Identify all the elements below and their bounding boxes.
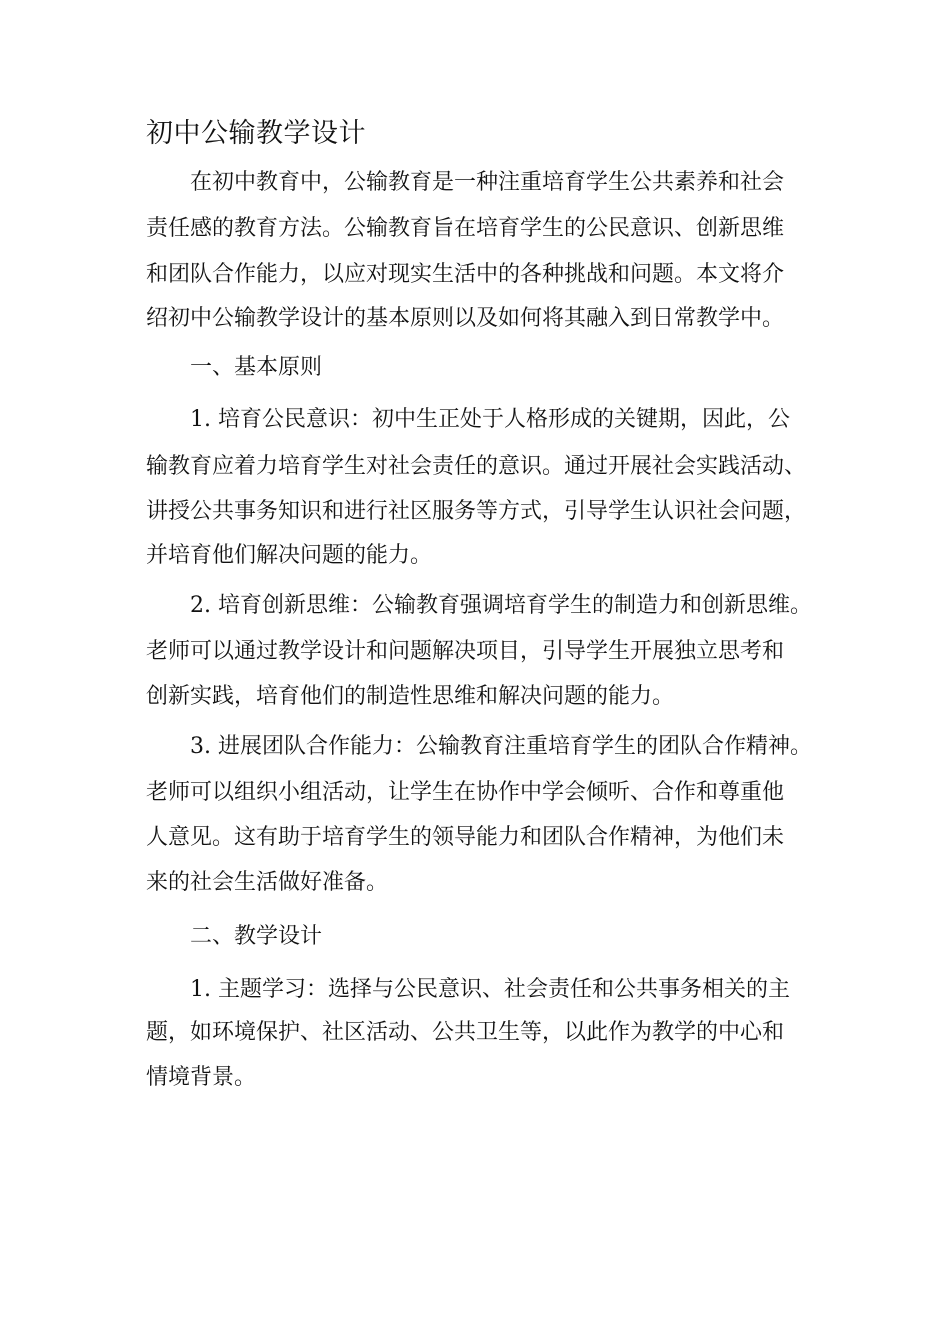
- s2-item1-line-3: 情境背景。: [146, 1065, 257, 1090]
- document-title: 初中公输教学设计: [146, 118, 366, 149]
- section2-heading: 二、教学设计: [190, 924, 323, 949]
- s2-item1-line-1: 1. 主题学习：选择与公民意识、社会责任和公共事务相关的主: [190, 977, 790, 1002]
- s1-item1-line-3: 讲授公共事务知识和进行社区服务等方式，引导学生认识社会问题，: [146, 499, 807, 524]
- s1-item1-line-1: 1. 培育公民意识：初中生正处于人格形成的关键期，因此，公: [190, 407, 790, 432]
- s1-item3-line-2: 老师可以组织小组活动，让学生在协作中学会倾听、合作和尊重他: [146, 780, 785, 805]
- s1-item2-line-1: 2. 培育创新思维：公输教育强调培育学生的制造力和创新思维。: [190, 593, 812, 618]
- s1-item1-line-2: 输教育应着力培育学生对社会责任的意识。通过开展社会实践活动、: [146, 454, 807, 479]
- section1-heading: 一、基本原则: [190, 355, 323, 380]
- s1-item1-line-4: 并培育他们解决问题的能力。: [146, 543, 433, 568]
- s1-item2-line-3: 创新实践，培育他们的制造性思维和解决问题的能力。: [146, 684, 675, 709]
- intro-line-4: 绍初中公输教学设计的基本原则以及如何将其融入到日常教学中。: [146, 306, 785, 331]
- intro-line-3: 和团队合作能力，以应对现实生活中的各种挑战和问题。本文将介: [146, 262, 785, 287]
- intro-line-1: 在初中教育中，公输教育是一种注重培育学生公共素养和社会: [190, 170, 785, 195]
- s1-item3-line-3: 人意见。这有助于培育学生的领导能力和团队合作精神，为他们未: [146, 825, 785, 850]
- s1-item3-line-1: 3. 进展团队合作能力：公输教育注重培育学生的团队合作精神。: [190, 734, 812, 759]
- intro-line-2: 责任感的教育方法。公输教育旨在培育学生的公民意识、创新思维: [146, 216, 785, 241]
- s1-item2-line-2: 老师可以通过教学设计和问题解决项目，引导学生开展独立思考和: [146, 639, 785, 664]
- s2-item1-line-2: 题，如环境保护、社区活动、公共卫生等，以此作为教学的中心和: [146, 1020, 785, 1045]
- s1-item3-line-4: 来的社会生活做好准备。: [146, 870, 389, 895]
